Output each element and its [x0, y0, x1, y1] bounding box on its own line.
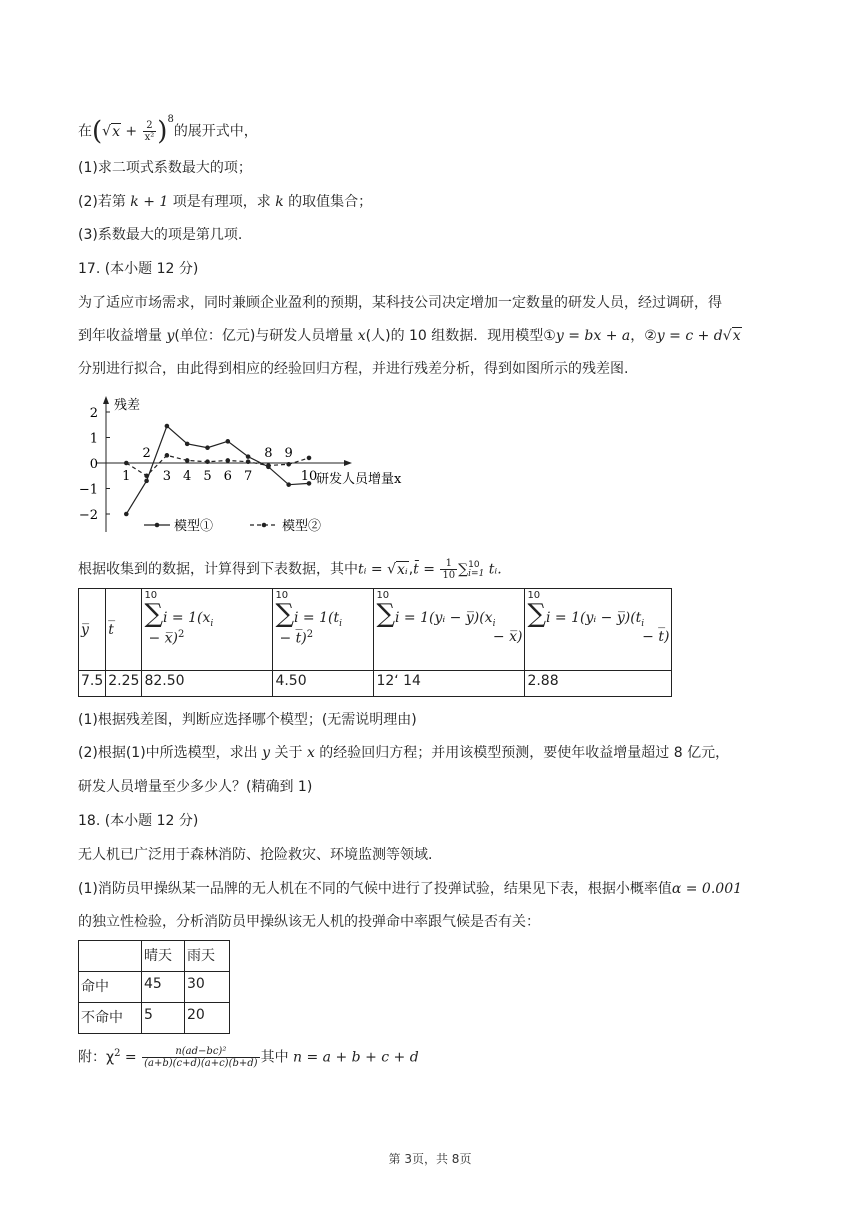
- series-2-point: [226, 458, 231, 463]
- q16-part3: (3)系数最大的项是第几项.: [78, 227, 243, 243]
- series-1-point: [165, 424, 170, 429]
- x-tick-label: 5: [203, 469, 212, 484]
- x-tick-label: 10: [300, 469, 318, 484]
- series-2-point: [165, 453, 170, 458]
- series-line-2: [126, 455, 309, 475]
- legend-marker-1: [155, 523, 160, 528]
- header-sum-t: 10 $\sum i = 1(t_i$ − t̅)$^2$: [273, 589, 374, 671]
- series-1-point: [205, 445, 210, 450]
- q16-intro: 在(√x + $\frac{2}{\text{x²}}$ )$^8$的展开式中，: [78, 114, 258, 147]
- row-label-hit: 命中: [79, 972, 142, 1003]
- q17-stats-table: [78, 588, 672, 697]
- header-sunny: 晴天: [142, 941, 185, 972]
- y-axis-label: 残差: [114, 398, 141, 413]
- x-axis-arrow: [344, 460, 352, 466]
- x-tick-label: 4: [183, 469, 192, 484]
- cell-miss-sunny: 5: [142, 1003, 185, 1034]
- page-footer: 第 3页，共 8页: [388, 1152, 472, 1166]
- header-sum-yt: 10 ∑i = 1(yᵢ − $y̅)(t_i$ − t̅): [525, 589, 672, 671]
- cell-hit-sunny: 45: [142, 972, 185, 1003]
- x-tick-label: 6: [223, 469, 232, 484]
- header-sum-yx: 10 ∑i = 1(yᵢ − $y̅)(x_i$ − x̅): [374, 589, 525, 671]
- series-2-point: [286, 462, 291, 467]
- legend-label-2: 模型②: [282, 519, 322, 534]
- q16-part2: (2)若第 k + 1 项是有理项，求 k 的取值集合；: [78, 194, 373, 210]
- value-sum-yt: 2.88: [525, 671, 672, 697]
- series-2-point: [144, 473, 149, 478]
- series-2-point: [266, 463, 271, 468]
- header-ybar: y̅: [79, 589, 106, 671]
- x-tick-label: 1: [122, 469, 131, 484]
- header-tbar: t̅: [106, 589, 142, 671]
- x-tick-label: 2: [142, 446, 151, 461]
- q18-weather-table: [78, 940, 230, 1034]
- legend-label-1: 模型①: [174, 519, 214, 534]
- series-2-point: [124, 461, 129, 466]
- header-rainy: 雨天: [185, 941, 230, 972]
- series-1-point: [124, 512, 129, 517]
- y-tick-label: 2: [89, 406, 98, 421]
- q17-para1: 为了适应市场需求，同时兼顾企业盈利的预期，某科技公司决定增加一定数量的研发人员，经过调研，得: [78, 295, 722, 311]
- x-tick-label: 3: [162, 469, 172, 484]
- residual-chart: [78, 392, 438, 542]
- cell-hit-rainy: 30: [185, 972, 230, 1003]
- q17-sub1: (1)根据残差图，判断应选择哪个模型；(无需说明理由): [78, 712, 417, 728]
- series-2-point: [205, 459, 210, 464]
- row-label-miss: 不命中: [79, 1003, 142, 1034]
- series-1-point: [226, 439, 231, 444]
- value-ybar: 7.5: [79, 671, 106, 697]
- series-1-point: [286, 482, 291, 487]
- x-axis-label: 研发人员增量x: [316, 472, 402, 487]
- value-sum-yx: 12ʻ 14: [374, 671, 525, 697]
- q17-para3: 分别进行拟合，由此得到相应的经验回归方程，并进行残差分析，得到如图所示的残差图.: [78, 361, 629, 377]
- q17-data-intro: 根据收集到的数据，计算得到下表数据，其中tᵢ = √xᵢ,t̄ = $\frac{1}{10}$ ∑ 10 i=1 tᵢ.: [78, 558, 502, 581]
- y-axis-arrow: [103, 396, 109, 404]
- value-sum-t: 4.50: [273, 671, 374, 697]
- y-tick-label: 0: [89, 457, 98, 472]
- q17-header: 17. (本小题 12 分): [78, 261, 199, 277]
- series-2-point: [246, 459, 251, 464]
- q17-sub2: (2)根据(1)中所选模型，求出 y 关于 x 的经验回归方程；并用该模型预测，要使年收益增量超过 8 亿元，: [78, 745, 730, 761]
- cell-miss-rainy: 20: [185, 1003, 230, 1034]
- header-blank: [79, 941, 142, 972]
- y-tick-label: 1: [89, 431, 98, 447]
- series-1-point: [185, 442, 190, 447]
- series-line-1: [126, 426, 309, 514]
- q18-part1-cont: 的独立性检验，分析消防员甲操纵该无人机的投弹命中率跟气候是否有关：: [78, 914, 540, 930]
- x-tick-label: 7: [243, 469, 253, 484]
- q16-part1: (1)求二项式系数最大的项；: [78, 160, 252, 176]
- header-sum-x: 10 $\sum i = 1(x_i$ − x̅)$^2$: [142, 589, 273, 671]
- y-tick-label: −2: [78, 508, 98, 523]
- q17-sub2-cont: 研发人员增量至少多少人？(精确到 1): [78, 779, 313, 795]
- q18-formula-note: 附：$\chi^2$ = $\frac{\text{n(ad−bc)²}}{(a+b)(c+d)(a+c)(b+d)}$ 其中 n = a + b + c + d: [78, 1046, 419, 1070]
- x-tick-label: 8: [264, 446, 273, 461]
- series-2-point: [307, 456, 312, 461]
- q18-header: 18. (本小题 12 分): [78, 813, 199, 829]
- series-2-point: [185, 458, 190, 463]
- q17-para2: 到年收益增量 y(单位：亿元)与研发人员增量 x(人)的 10 组数据．现用模型①y = bx + a，②y = c + d√x: [78, 328, 741, 344]
- q18-part1: (1)消防员甲操纵某一品牌的无人机在不同的气候中进行了投弹试验，结果见下表，根据小概率值α = 0.001: [78, 881, 743, 897]
- legend-marker-2: [262, 523, 267, 528]
- y-tick-label: −1: [78, 482, 98, 498]
- series-1-point: [246, 454, 251, 459]
- series-1-point: [144, 479, 149, 484]
- q18-para1: 无人机已广泛用于森林消防、抢险救灾、环境监测等领域.: [78, 847, 433, 863]
- x-tick-label: 9: [284, 446, 293, 461]
- value-tbar: 2.25: [106, 671, 142, 697]
- value-sum-x: 82.50: [142, 671, 273, 697]
